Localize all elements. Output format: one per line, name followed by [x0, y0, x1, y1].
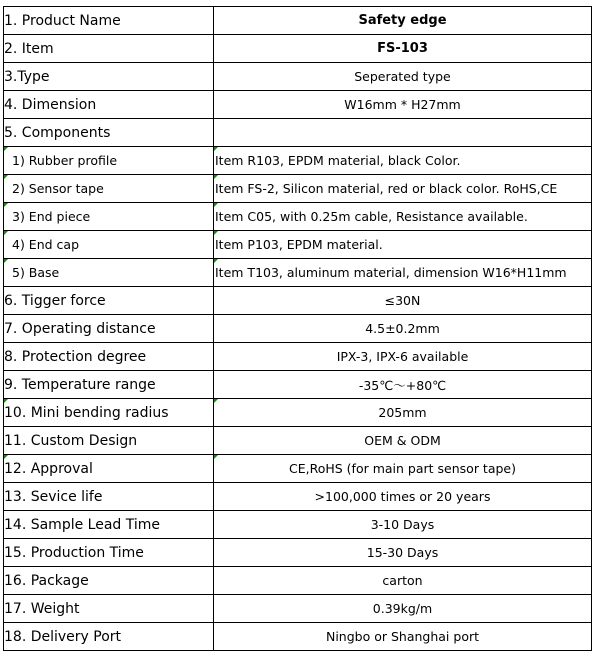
row-value: [214, 119, 592, 147]
comment-marker-icon: [214, 203, 218, 207]
row-label: 12. Approval: [4, 455, 214, 483]
comment-marker-icon: [4, 203, 8, 207]
table-row: [4, 343, 592, 371]
comment-marker-icon: [4, 231, 8, 235]
table-row: [4, 203, 592, 231]
table-row: [4, 175, 592, 203]
row-value: CE,RoHS (for main part sensor tape): [214, 455, 592, 483]
row-value: -35℃～+80℃: [214, 371, 592, 399]
comment-marker-icon: [4, 455, 8, 459]
table-row: [4, 231, 592, 259]
row-label: 16. Package: [4, 567, 214, 595]
row-value: 205mm: [214, 399, 592, 427]
table-row: [4, 567, 592, 595]
table-row: [4, 147, 592, 175]
row-label: 2. Item: [4, 35, 214, 63]
table-row: [4, 7, 592, 35]
table-row: [4, 623, 592, 651]
comment-marker-icon: [214, 259, 218, 263]
row-value: Item FS-2, Silicon material, red or black color. RoHS,CE: [214, 175, 592, 203]
table-row: [4, 35, 592, 63]
row-label: 15. Production Time: [4, 539, 214, 567]
comment-marker-icon: [214, 455, 218, 459]
row-label: 10. Mini bending radius: [4, 399, 214, 427]
row-value: W16mm * H27mm: [214, 91, 592, 119]
table-row: [4, 595, 592, 623]
table-row: [4, 63, 592, 91]
table-row: [4, 287, 592, 315]
row-label: 3) End piece: [4, 203, 214, 231]
comment-marker-icon: [4, 259, 8, 263]
row-label: 9. Temperature range: [4, 371, 214, 399]
row-label: 4) End cap: [4, 231, 214, 259]
table-row: [4, 539, 592, 567]
comment-marker-icon: [214, 147, 218, 151]
table-row: [4, 91, 592, 119]
row-label: 8. Protection degree: [4, 343, 214, 371]
table-row: [4, 259, 592, 287]
comment-marker-icon: [4, 399, 8, 403]
row-value: carton: [214, 567, 592, 595]
table-row: [4, 483, 592, 511]
table-row: [4, 455, 592, 483]
spec-table: [3, 6, 592, 651]
table-row: [4, 511, 592, 539]
row-label: 6. Tigger force: [4, 287, 214, 315]
row-value: OEM & ODM: [214, 427, 592, 455]
row-value: Item P103, EPDM material.: [214, 231, 592, 259]
row-value: 4.5±0.2mm: [214, 315, 592, 343]
row-label: 18. Delivery Port: [4, 623, 214, 651]
spec-table-body: [4, 7, 592, 651]
table-row: [4, 119, 592, 147]
row-label: 14. Sample Lead Time: [4, 511, 214, 539]
row-value: ≤30N: [214, 287, 592, 315]
row-label: 13. Sevice life: [4, 483, 214, 511]
row-value: Item C05, with 0.25m cable, Resistance available.: [214, 203, 592, 231]
row-label: 7. Operating distance: [4, 315, 214, 343]
table-row: [4, 399, 592, 427]
row-label: 5. Components: [4, 119, 214, 147]
row-label: 4. Dimension: [4, 91, 214, 119]
row-value: 0.39kg/m: [214, 595, 592, 623]
row-value: IPX-3, IPX-6 available: [214, 343, 592, 371]
row-label: 3.Type: [4, 63, 214, 91]
row-label: 1. Product Name: [4, 7, 214, 35]
row-value: FS-103: [214, 35, 592, 63]
row-value: Seperated type: [214, 63, 592, 91]
table-row: [4, 427, 592, 455]
row-value: 15-30 Days: [214, 539, 592, 567]
comment-marker-icon: [214, 175, 218, 179]
row-label: 1) Rubber profile: [4, 147, 214, 175]
row-value: 3-10 Days: [214, 511, 592, 539]
comment-marker-icon: [4, 147, 8, 151]
row-value: Item T103, aluminum material, dimension W16*H11mm: [214, 259, 592, 287]
table-row: [4, 371, 592, 399]
row-value: >100,000 times or 20 years: [214, 483, 592, 511]
comment-marker-icon: [214, 231, 218, 235]
row-label: 5) Base: [4, 259, 214, 287]
row-label: 11. Custom Design: [4, 427, 214, 455]
comment-marker-icon: [4, 175, 8, 179]
comment-marker-icon: [214, 399, 218, 403]
row-label: 17. Weight: [4, 595, 214, 623]
row-value: Item R103, EPDM material, black Color.: [214, 147, 592, 175]
row-value: Safety edge: [214, 7, 592, 35]
row-value: Ningbo or Shanghai port: [214, 623, 592, 651]
table-row: [4, 315, 592, 343]
row-label: 2) Sensor tape: [4, 175, 214, 203]
